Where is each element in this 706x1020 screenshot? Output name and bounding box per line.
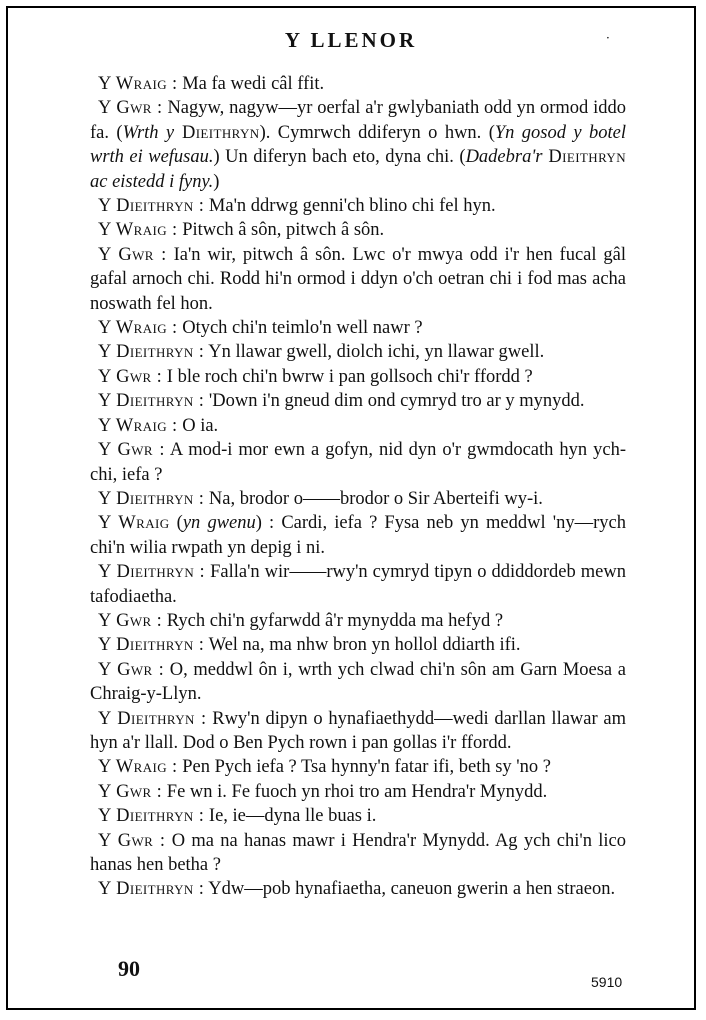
speech-text: O ma na hanas mawr i Hendra'r Mynydd. Ag ych chi'n lico hanas hen betha ? — [90, 830, 627, 875]
speaker-name: Y Wraig : — [98, 757, 178, 778]
speaker-name: Y Dieithryn : — [98, 391, 205, 412]
speaker-name: Y Gwr : — [98, 366, 163, 387]
print-code: 5910 — [591, 974, 623, 990]
speaker-name: Y Gwr : — [98, 244, 167, 265]
dialogue-paragraph — [90, 511, 626, 560]
dialogue-paragraph — [90, 633, 626, 657]
stray-mark: · — [606, 31, 610, 45]
speech-text: ) — [213, 171, 220, 192]
speech-text: Ma'n ddrwg genni'ch blino chi fel hyn. — [204, 196, 496, 217]
speech-text: Ia'n wir, pitwch â sôn. Lwc o'r mwya odd i'r hen fucal gâl gafal arnoch chi. Rodd hi'n ormod i ddyn o'ch oetran chi i fod mas acha noswath fel hon. — [90, 244, 626, 314]
speech-text: O ia. — [177, 415, 219, 436]
dialogue-paragraph — [90, 658, 626, 707]
stage-direction: Wrth y — [122, 122, 175, 143]
speech-text: Pitwch â sôn, pitwch â sôn. — [177, 220, 385, 241]
speech-text: A mod-i mor ewn a gofyn, nid dyn o'r gwmdocath hyn ych-chi, iefa ? — [90, 440, 626, 485]
dialogue-paragraph — [90, 755, 626, 779]
stage-direction: yn gwenu — [182, 513, 256, 534]
speech-text: ) : Cardi, iefa ? Fysa neb yn meddwl 'ny—rych chi'n wilia rwpath yn depig i ni. — [90, 513, 626, 558]
speech-text: Rwy'n dipyn o hynafiaethydd—wedi darllan llawar am hyn a'r llall. Dod o Ben Pych rown i pan gollas i'r ffordd. — [90, 708, 626, 753]
speaker-name: Y Gwr : — [98, 781, 163, 802]
speaker-name-inline: Dieithryn — [174, 122, 260, 143]
speech-text: Nagyw, nagyw—yr oerfal a'r gwlybaniath odd yn ormod iddo fa. ( — [90, 98, 626, 143]
running-head: Y LLENOR — [284, 28, 418, 52]
dialogue-paragraph — [90, 804, 626, 828]
speech-text: I ble roch chi'n bwrw i pan gollsoch chi'r ffordd ? — [162, 366, 533, 387]
dialogue-paragraph — [90, 96, 626, 194]
dialogue-paragraph — [90, 72, 626, 96]
stage-direction: Dadebra'r — [465, 147, 543, 168]
speaker-name: Y Wraig : — [98, 318, 178, 339]
speaker-name: Y Dieithryn : — [98, 196, 205, 217]
page-number: 90 — [118, 956, 140, 981]
speaker-name: Y Dieithryn : — [98, 342, 205, 363]
speech-text: Fe wn i. Fe fuoch yn rhoi tro am Hendra'r Mynydd. — [162, 781, 548, 802]
dialogue-paragraph — [90, 414, 626, 438]
dialogue-text — [90, 72, 626, 902]
speaker-name: Y Dieithryn : — [98, 806, 205, 827]
speaker-name: Y Wraig : — [98, 74, 178, 94]
dialogue-paragraph — [90, 389, 626, 413]
dialogue-paragraph — [90, 707, 626, 756]
speech-text: Rych chi'n gyfarwdd â'r mynydda ma hefyd ? — [162, 610, 504, 631]
speaker-name-inline: Dieithryn — [542, 147, 626, 168]
dialogue-paragraph — [90, 340, 626, 364]
speech-text: Yn llawar gwell, diolch ichi, yn llawar gwell. — [204, 342, 545, 363]
dialogue-paragraph — [90, 877, 626, 901]
speech-text: Wel na, ma nhw bron yn hollol ddiarth ifi. — [204, 635, 521, 656]
speech-text: Ie, ie—dyna lle buas i. — [204, 806, 377, 827]
speech-text: 'Down i'n gneud dim ond cymryd tro ar y mynydd. — [204, 391, 585, 412]
speech-text: ) Un diferyn bach eto, dyna chi. ( — [213, 147, 466, 168]
speaker-name: Y Gwr : — [98, 440, 165, 461]
dialogue-paragraph — [90, 365, 626, 389]
speaker-name: Y Gwr : — [98, 610, 163, 631]
speech-text: Pen Pych iefa ? Tsa hynny'n fatar ifi, beth sy 'no ? — [177, 757, 551, 778]
page-frame — [6, 6, 696, 1010]
dialogue-paragraph — [90, 218, 626, 242]
speech-text: Ma fa wedi câl ffit. — [177, 74, 325, 94]
dialogue-paragraph — [90, 780, 626, 804]
dialogue-paragraph — [90, 560, 626, 609]
speaker-name: Y Dieithryn : — [98, 879, 205, 900]
speaker-name: Y Dieithryn : — [98, 488, 205, 509]
speech-text: Na, brodor o——brodor o Sir Aberteifi wy-i. — [204, 488, 543, 509]
speaker-name: Y Wraig : — [98, 415, 178, 436]
speech-text: O, meddwl ôn i, wrth ych clwad chi'n sôn am Garn Moesa a Chraig-y-Llyn. — [90, 659, 626, 705]
speaker-name: Y Dieithryn : — [98, 708, 207, 729]
stage-direction: ac eistedd i fyny. — [90, 171, 214, 192]
speech-text: Otych chi'n teimlo'n well nawr ? — [177, 318, 423, 339]
speech-text: Ydw—pob hynafiaetha, caneuon gwerin a hen straeon. — [204, 879, 616, 900]
dialogue-paragraph — [90, 609, 626, 633]
dialogue-paragraph — [90, 438, 626, 487]
speaker-name: Y Gwr : — [98, 98, 163, 119]
speaker-name: Y Dieithryn : — [98, 635, 205, 656]
stage-direction: Yn gosod y botel wrth ei wefusau. — [90, 122, 626, 168]
dialogue-paragraph — [90, 487, 626, 511]
dialogue-paragraph — [90, 243, 626, 316]
speaker-name: Y Dieithryn : — [98, 562, 206, 583]
speaker-name: Y Gwr : — [98, 830, 166, 851]
dialogue-paragraph — [90, 316, 626, 340]
speech-text: ( — [169, 513, 183, 534]
dialogue-paragraph — [90, 194, 626, 218]
speaker-name: Y Wraig — [98, 513, 170, 534]
dialogue-paragraph — [90, 829, 626, 878]
speech-text: ). Cymrwch ddiferyn o hwn. ( — [259, 122, 495, 143]
speaker-name: Y Gwr : — [98, 659, 165, 680]
speech-text: Falla'n wir——rwy'n cymryd tipyn o ddiddordeb mewn tafodiaetha. — [90, 562, 626, 607]
speaker-name: Y Wraig : — [98, 220, 178, 241]
